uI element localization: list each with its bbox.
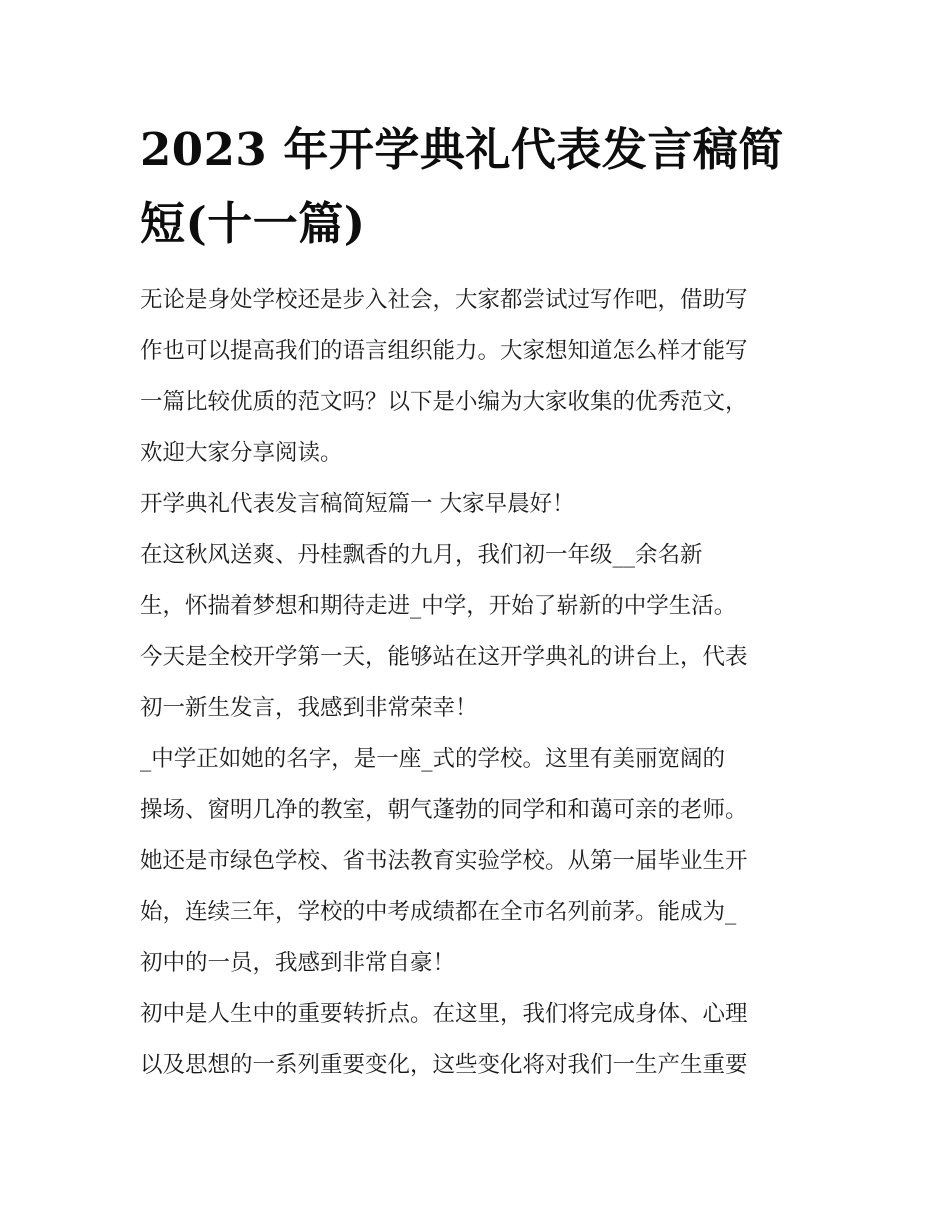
text-line: 她还是市绿色学校、省书法教育实验学校。从第一届毕业生开 (140, 848, 748, 874)
text-line: 今天是全校开学第一天，能够站在这开学典礼的讲台上，代表 (140, 644, 748, 670)
section-heading-paragraph (140, 479, 820, 530)
text-line: 在这秋风送爽、丹桂飘香的九月，我们初一年级__余名新 (140, 542, 703, 568)
text-line: 初中是人生中的重要转折点。在这里，我们将完成身体、心理 (140, 1001, 748, 1027)
text-line: 欢迎大家分享阅读。 (140, 440, 343, 466)
document-body (140, 275, 820, 1091)
text-line: 初一新生发言，我感到非常荣幸！ (140, 695, 478, 721)
intro-paragraph (140, 275, 820, 479)
text-line: 开学典礼代表发言稿简短篇一 大家早晨好！ (140, 491, 575, 517)
title-line: 短(十一篇) (140, 197, 366, 250)
text-line: 无论是身处学校还是步入社会，大家都尝试过写作吧，借助写 (140, 287, 748, 313)
text-line: 操场、窗明几净的教室，朝气蓬勃的同学和和蔼可亲的老师。 (140, 797, 748, 823)
text-line: 初中的一员，我感到非常自豪！ (140, 950, 456, 976)
text-line: 以及思想的一系列重要变化，这些变化将对我们一生产生重要 (140, 1052, 748, 1078)
title-line: 2023 年开学典礼代表发言稿简 (140, 123, 784, 176)
body-paragraph (140, 530, 820, 734)
document-title (140, 113, 820, 261)
text-line: _中学正如她的名字，是一座_式的学校。这里有美丽宽阔的 (140, 746, 726, 772)
text-line: 生，怀揣着梦想和期待走进_中学，开始了崭新的中学生活。 (140, 593, 737, 619)
text-line: 一篇比较优质的范文吗？以下是小编为大家收集的优秀范文， (140, 389, 748, 415)
body-paragraph (140, 989, 820, 1091)
text-line: 作也可以提高我们的语言组织能力。大家想知道怎么样才能写 (140, 338, 748, 364)
body-paragraph (140, 734, 820, 989)
text-line: 始，连续三年，学校的中考成绩都在全市名列前茅。能成为_ (140, 899, 737, 925)
